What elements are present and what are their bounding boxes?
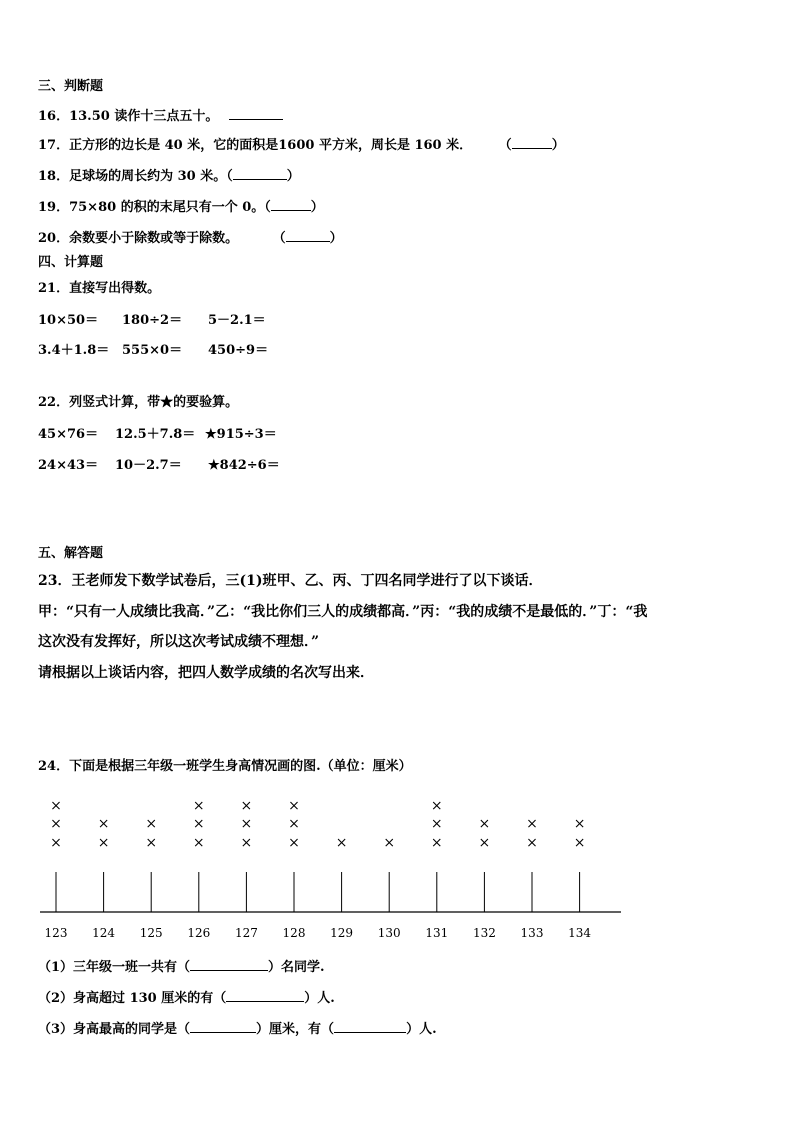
q24-sub3-before: （3）身高最高的同学是（ [38, 1022, 191, 1037]
q21-text: 21．直接写出得数。 [38, 281, 161, 296]
q18-answer-blank[interactable] [233, 167, 287, 180]
cross-mark: × [192, 835, 205, 851]
q24-sub3-blank-height[interactable] [190, 1020, 256, 1033]
q21-expr: 3.4＋1.8＝ [38, 343, 110, 358]
q24-sub2-blank[interactable] [226, 989, 304, 1002]
q22-expr: 10－2.7＝ [115, 458, 182, 473]
tick-label: 132 [472, 926, 496, 940]
tick-label: 129 [330, 926, 354, 940]
q24-text: 24．下面是根据三年级一班学生身高情况画的图.（单位：厘米） [38, 759, 412, 774]
q18-paren-close: ） [286, 169, 300, 184]
q22-text: 22．列竖式计算，带★的要验算。 [38, 395, 239, 410]
cross-mark: × [97, 816, 110, 832]
q24-sub1-blank[interactable] [190, 958, 268, 971]
tick-label: 126 [187, 926, 211, 940]
cross-mark: × [192, 816, 205, 832]
cross-mark: × [50, 835, 62, 851]
cross-mark: × [526, 816, 538, 832]
q21-expr: 5－2.1＝ [208, 313, 266, 328]
cross-mark: × [335, 835, 348, 851]
q24-sub-1 [38, 958, 325, 976]
cross-mark: × [288, 816, 300, 832]
tick-label: 128 [282, 926, 306, 940]
cross-mark: × [192, 798, 205, 814]
q21-expr: 180÷2＝ [122, 313, 183, 328]
cross-mark: × [478, 835, 491, 851]
q22-expr: 24×43＝ [38, 458, 99, 473]
section5-heading: 五、解答题 [38, 546, 104, 561]
q22-expr: ★915÷3＝ [205, 427, 277, 442]
q22-expr: 45×76＝ [38, 427, 99, 442]
cross-mark: × [240, 816, 253, 832]
q19-answer-blank[interactable] [271, 198, 311, 211]
tick-label: 123 [44, 926, 68, 940]
cross-mark: × [240, 835, 253, 851]
cross-mark: × [240, 798, 253, 814]
q24-sub2-after: ）人. [304, 991, 335, 1006]
question-16 [38, 107, 283, 125]
cross-mark: × [383, 835, 396, 851]
cross-mark: × [288, 835, 300, 851]
q17-text: 17．正方形的边长是 40 米，它的面积是1600 平方米，周长是 160 米． [38, 138, 473, 153]
cross-mark: × [97, 835, 110, 851]
q20-paren-close: ） [329, 231, 343, 246]
question-17 [38, 136, 565, 154]
cross-mark: × [430, 835, 443, 851]
q17-answer-blank[interactable] [512, 136, 552, 149]
q24-sub1-after: ）名同学. [268, 960, 325, 975]
q18-text: 18．足球场的周长约为 30 米。（ [38, 169, 233, 184]
tick-label: 134 [568, 926, 592, 940]
tick-label: 133 [520, 926, 544, 940]
section4-heading: 四、计算题 [38, 255, 104, 270]
q24-sub-3 [38, 1020, 437, 1038]
q24-sub3-after: ）人. [406, 1022, 437, 1037]
tick-label: 125 [139, 926, 163, 940]
q20-text: 20．余数要小于除数或等于除数。 [38, 231, 239, 246]
q20-paren-open: （ [272, 231, 286, 246]
cross-mark: × [145, 816, 158, 832]
cross-mark: × [573, 816, 586, 832]
q24-sub-2 [38, 989, 335, 1007]
q20-answer-blank[interactable] [286, 229, 330, 242]
question-18 [38, 167, 300, 185]
q23-line-4: 请根据以上谈话内容，把四人数学成绩的名次写出来． [38, 665, 374, 681]
cross-mark: × [145, 835, 158, 851]
q17-paren-close: ） [551, 138, 565, 153]
q23-line-2: 甲：“只有一人成绩比我高．”乙：“我比你们三人的成绩都高．”丙：“我的成绩不是最低的．”丁：“我 [38, 604, 648, 620]
q22-expr: ★842÷6＝ [208, 458, 280, 473]
tick-label: 127 [234, 926, 258, 940]
tick-label: 124 [92, 926, 116, 940]
q21-expr: 450÷9＝ [208, 343, 269, 358]
height-dot-plot [0, 790, 794, 950]
q21-expr: 555×0＝ [122, 343, 183, 358]
cross-mark: × [50, 816, 62, 832]
question-19 [38, 198, 324, 216]
q23-line-1: 23．王老师发下数学试卷后，三(1)班甲、乙、丙、丁四名同学进行了以下谈话． [38, 573, 543, 589]
tick-label: 130 [377, 926, 401, 940]
q19-text: 19．75×80 的积的末尾只有一个 0。（ [38, 200, 271, 215]
q24-sub2-before: （2）身高超过 130 厘米的有（ [38, 991, 227, 1006]
q21-expr: 10×50＝ [38, 313, 99, 328]
section3-heading: 三、判断题 [38, 79, 104, 94]
q24-sub3-middle: ）厘米，有（ [256, 1022, 335, 1037]
cross-mark: × [50, 798, 62, 814]
q24-sub3-blank-count[interactable] [334, 1020, 406, 1033]
cross-mark: × [573, 835, 586, 851]
q23-line-3: 这次没有发挥好，所以这次考试成绩不理想．” [38, 634, 320, 650]
cross-mark: × [478, 816, 491, 832]
tick-label: 131 [425, 926, 449, 940]
cross-mark: × [430, 816, 443, 832]
question-20 [38, 229, 343, 247]
q19-paren-close: ） [310, 200, 324, 215]
cross-mark: × [430, 798, 443, 814]
q24-sub1-before: （1）三年级一班一共有（ [38, 960, 191, 975]
q16-answer-blank[interactable] [229, 107, 283, 120]
cross-mark: × [288, 798, 300, 814]
cross-mark: × [526, 835, 538, 851]
q22-expr: 12.5＋7.8＝ [115, 427, 196, 442]
q16-text: 16．13.50 读作十三点五十。 [38, 109, 219, 124]
q17-paren-open: （ [498, 138, 512, 153]
